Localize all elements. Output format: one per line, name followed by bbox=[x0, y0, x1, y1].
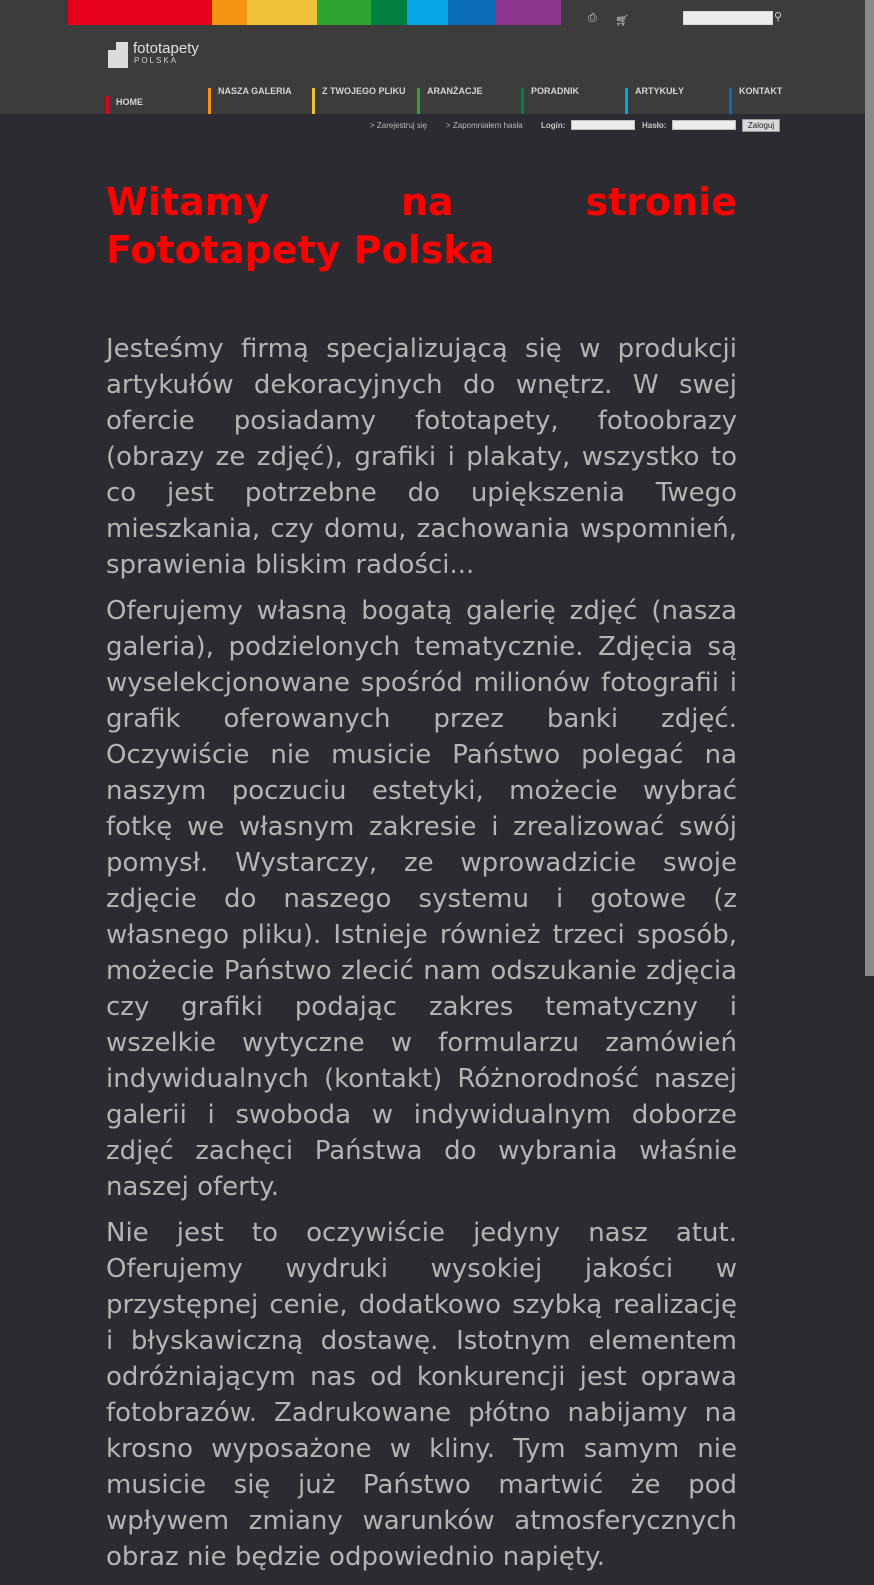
print-icon[interactable]: ⎙ bbox=[588, 11, 597, 24]
color-bar-segment bbox=[68, 0, 212, 25]
color-bar-segment bbox=[317, 0, 371, 25]
login-label: Login: bbox=[541, 121, 566, 130]
color-bar-segment bbox=[496, 0, 561, 25]
color-bar bbox=[68, 0, 561, 25]
site-header bbox=[0, 0, 874, 114]
register-link[interactable]: > Zarejestruj się bbox=[370, 121, 428, 130]
nav-marker bbox=[106, 96, 109, 114]
password-field[interactable] bbox=[672, 120, 736, 130]
search-icon[interactable]: ⚲ bbox=[774, 10, 783, 23]
color-bar-segment bbox=[371, 0, 407, 25]
color-bar-segment bbox=[407, 0, 448, 25]
password-label: Hasło: bbox=[642, 121, 667, 130]
nav-kontakt[interactable]: KONTAKT bbox=[739, 86, 783, 96]
nav-marker bbox=[521, 88, 524, 114]
logo[interactable] bbox=[108, 40, 248, 72]
nav-marker bbox=[312, 88, 315, 114]
nav-marker bbox=[208, 88, 211, 114]
nav-marker bbox=[625, 88, 628, 114]
nav-aranzacje[interactable]: ARANŻACJE bbox=[427, 86, 483, 96]
login-button[interactable]: Zaloguj bbox=[742, 119, 780, 132]
color-bar-segment bbox=[247, 0, 317, 25]
search-input[interactable] bbox=[683, 11, 773, 25]
nav-artykuly[interactable]: ARTYKUŁY bbox=[635, 86, 684, 96]
color-bar-segment bbox=[212, 0, 247, 25]
intro-paragraph: Jesteśmy firmą specjalizującą się w produkcji artykułów dekoracyjnych do wnętrz. W swej ofercie posiadamy fototapety, fotoobrazy (obrazy ze zdjęć), grafiki i plakaty, wszystko to co jest potrzebne do upiększenia Twego mieszkania, czy domu, zachowania wspomnień, sprawienia bliskim radości... bbox=[106, 334, 737, 580]
nav-marker bbox=[417, 88, 420, 114]
logo-mark-icon bbox=[108, 42, 128, 68]
forgot-password-link[interactable]: > Zapomniałem hasła bbox=[446, 121, 523, 130]
color-bar-segment bbox=[448, 0, 496, 25]
register-link-wrap bbox=[370, 119, 427, 133]
main-content bbox=[106, 331, 737, 1585]
nav-marker bbox=[729, 88, 732, 114]
forgot-link-wrap bbox=[446, 119, 523, 133]
nav-home[interactable]: HOME bbox=[116, 97, 143, 107]
page-title: Witamy na stronie Fototapety Polska bbox=[106, 180, 737, 272]
nav-z-twojego-pliku[interactable]: Z TWOJEGO PLIKU bbox=[322, 86, 406, 96]
scrollbar-thumb[interactable] bbox=[865, 0, 874, 976]
gallery-paragraph: Oferujemy własną bogatą galerię zdjęć (nasza galeria), podzielonych tematycznie. Zdjęcia są wyselekcjonowane spośród milionów fotografii i grafik oferowanych przez banki zdjęć. Oczywiście nie musicie Państwo polegać na naszym poczuciu estetyki, możecie wybrać fotkę we własnym zakresie i zrealizować swój pomysł. Wystarczy, ze wprowadzicie swoje zdjęcie do naszego systemu i gotowe (z własnego pliku). Istnieje również trzeci sposób, możecie Państwo zlecić nam odszukanie zdjęcia czy grafiki podając zakres tematyczny i wszelkie wytyczne w formularzu zamówień indywidualnych (kontakt) Różnorodność naszej galerii i swoboda w indywidualnym doborze zdjęć zachęci Państwa do wybrania właśnie naszej oferty. bbox=[106, 596, 737, 1202]
cart-icon[interactable]: 🛒︎ bbox=[615, 14, 629, 27]
login-field[interactable] bbox=[571, 120, 635, 130]
logo-subtitle: POLSKA bbox=[134, 56, 179, 65]
logo-name: fototapety bbox=[133, 40, 199, 57]
nav-poradnik[interactable]: PORADNIK bbox=[531, 86, 580, 96]
nav-nasza-galeria[interactable]: NASZA GALERIA bbox=[218, 86, 292, 96]
quality-paragraph: Nie jest to oczywiście jedyny nasz atut. Oferujemy wydruki wysokiej jakości w przystępnej cenie, dodatkowo szybką realizację i błyskawiczną dostawę. Istotnym elementem odróżniającym nas od konkurencji jest oprawa fotobrazów. Zadrukowane płótno nabijamy na krosno wyposażone w kliny. Tym samym nie musicie się już Państwo martwić że pod wpływem zmiany warunków atmosferycznych obraz nie będzie odpowiednio napięty. bbox=[106, 1218, 737, 1572]
